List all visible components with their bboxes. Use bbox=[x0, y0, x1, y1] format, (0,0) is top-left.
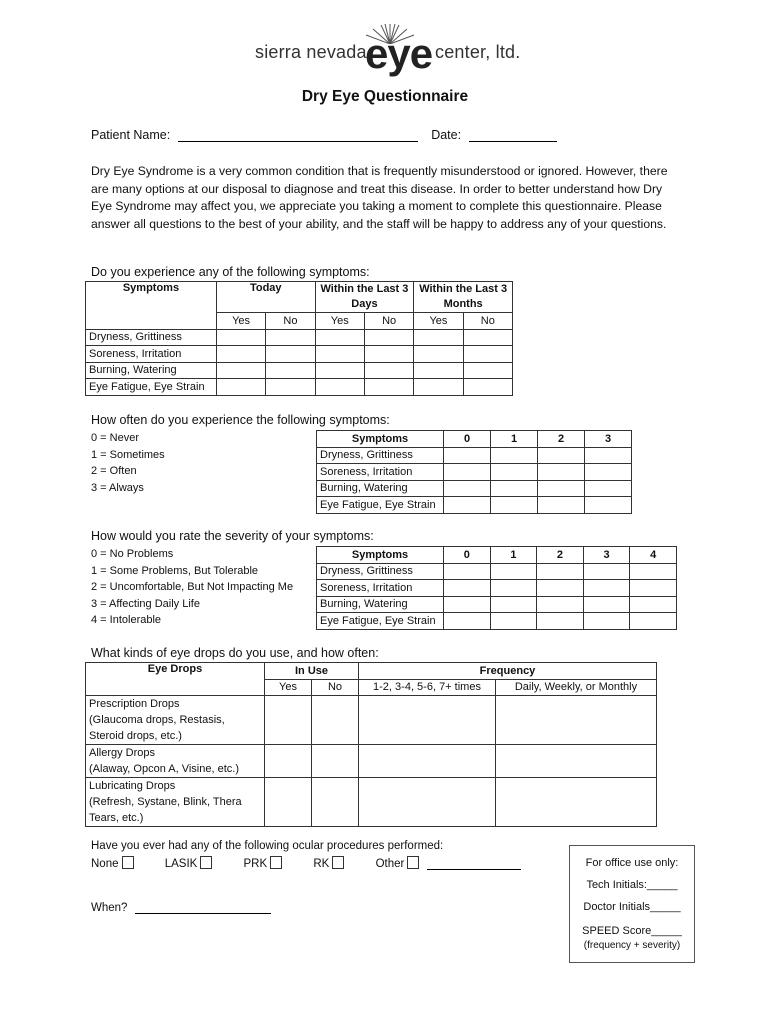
q3-cell[interactable] bbox=[444, 563, 491, 580]
q2-scale-3: 3 bbox=[585, 431, 632, 448]
patient-name-label: Patient Name: bbox=[91, 128, 171, 142]
q4-period: Daily, Weekly, or Monthly bbox=[496, 679, 657, 696]
q2-cell[interactable] bbox=[538, 464, 585, 481]
q4-row bbox=[86, 778, 657, 827]
q2-cell[interactable] bbox=[538, 480, 585, 497]
q1-3days-no: No bbox=[364, 313, 413, 330]
q3-legend-item: 0 = No Problems bbox=[91, 548, 174, 560]
option-prk-label: PRK bbox=[243, 858, 268, 870]
q3-row-label: Dryness, Grittiness bbox=[317, 563, 444, 580]
option-other-label: Other bbox=[375, 858, 405, 870]
q4-row-line: Lubricating Drops bbox=[89, 780, 176, 792]
logo bbox=[255, 30, 525, 80]
page-title: Dry Eye Questionnaire bbox=[301, 88, 469, 105]
q4-row-line: (Refresh, Systane, Blink, Thera bbox=[89, 796, 242, 808]
q3-cell[interactable] bbox=[583, 596, 630, 613]
q4-cell[interactable] bbox=[312, 696, 359, 745]
q2-table bbox=[316, 430, 632, 514]
when-label: When? bbox=[91, 902, 128, 914]
q2-row-label: Dryness, Grittiness bbox=[317, 447, 444, 464]
q2-header-symptoms: Symptoms bbox=[317, 431, 444, 448]
tech-initials: Tech Initials:_____ bbox=[586, 879, 678, 891]
q2-scale-2: 2 bbox=[538, 431, 585, 448]
q3-prompt: How would you rate the severity of your symptoms: bbox=[91, 529, 374, 543]
q1-today-yes: Yes bbox=[216, 313, 265, 330]
q3-cell[interactable] bbox=[630, 580, 677, 597]
q3-cell[interactable] bbox=[537, 596, 584, 613]
q1-cell[interactable] bbox=[463, 329, 512, 346]
q2-legend bbox=[91, 430, 165, 496]
option-rk-label: RK bbox=[313, 858, 330, 870]
q4-header-drops: Eye Drops bbox=[86, 663, 265, 696]
q1-row-label: Dryness, Grittiness bbox=[86, 329, 217, 346]
q1-cell[interactable] bbox=[266, 362, 315, 379]
q2-cell[interactable] bbox=[585, 447, 632, 464]
q2-legend-item: 3 = Always bbox=[91, 481, 144, 494]
q3-cell[interactable] bbox=[490, 613, 537, 630]
q4-cell[interactable] bbox=[265, 696, 312, 745]
q3-cell[interactable] bbox=[537, 563, 584, 580]
q4-cell[interactable] bbox=[265, 745, 312, 778]
q2-cell[interactable] bbox=[538, 447, 585, 464]
q2-scale-1: 1 bbox=[491, 431, 538, 448]
q2-cell[interactable] bbox=[491, 480, 538, 497]
q4-row-line: Allergy Drops bbox=[89, 747, 156, 759]
q4-row-line: (Glaucoma drops, Restasis, bbox=[89, 714, 225, 726]
q1-cell[interactable] bbox=[463, 346, 512, 363]
q3-scale-3: 3 bbox=[583, 547, 630, 564]
q1-cell[interactable] bbox=[414, 346, 463, 363]
q2-row bbox=[317, 447, 632, 464]
logo-right-text: center, ltd. bbox=[435, 42, 521, 62]
q2-cell[interactable] bbox=[585, 480, 632, 497]
q1-row bbox=[86, 329, 513, 346]
q2-row bbox=[317, 497, 632, 514]
q2-prompt: How often do you experience the following symptoms: bbox=[91, 413, 390, 427]
option-rk-checkbox[interactable] bbox=[332, 856, 344, 869]
q3-legend-item: 3 = Affecting Daily Life bbox=[91, 597, 200, 610]
q3-cell[interactable] bbox=[583, 580, 630, 597]
q4-no: No bbox=[312, 679, 359, 696]
q3-cell[interactable] bbox=[444, 596, 491, 613]
option-lasik-checkbox[interactable] bbox=[200, 856, 212, 869]
q1-cell[interactable] bbox=[364, 346, 413, 363]
q5-prompt: Have you ever had any of the following ocular procedures performed: bbox=[91, 840, 444, 852]
q1-cell[interactable] bbox=[266, 379, 315, 396]
q2-row bbox=[317, 464, 632, 481]
q3-cell[interactable] bbox=[583, 563, 630, 580]
q2-cell[interactable] bbox=[585, 464, 632, 481]
when-row bbox=[91, 901, 271, 914]
q2-cell[interactable] bbox=[491, 447, 538, 464]
speed-note: (frequency + severity) bbox=[583, 940, 681, 951]
q4-cell[interactable] bbox=[496, 745, 657, 778]
office-use-box bbox=[569, 845, 695, 963]
q4-table bbox=[85, 662, 657, 827]
q2-cell[interactable] bbox=[538, 497, 585, 514]
q3-row bbox=[317, 580, 677, 597]
q3-cell[interactable] bbox=[630, 613, 677, 630]
q4-row-line: Steroid drops, etc.) bbox=[89, 730, 182, 742]
q4-row bbox=[86, 696, 657, 745]
q4-row-line: Tears, etc.) bbox=[89, 812, 144, 824]
option-none-checkbox[interactable] bbox=[122, 856, 134, 869]
q1-row bbox=[86, 346, 513, 363]
q3-legend bbox=[91, 546, 293, 629]
q4-cell[interactable] bbox=[312, 778, 359, 827]
q4-row bbox=[86, 745, 657, 778]
office-title: For office use only: bbox=[585, 857, 679, 869]
q3-row-label: Eye Fatigue, Eye Strain bbox=[317, 613, 444, 630]
q4-row-line: Prescription Drops bbox=[89, 698, 180, 710]
q1-cell[interactable] bbox=[315, 379, 364, 396]
q4-header-inuse: In Use bbox=[265, 663, 359, 680]
q3-cell[interactable] bbox=[444, 580, 491, 597]
logo-eye-text: eye bbox=[365, 30, 433, 77]
q1-row bbox=[86, 362, 513, 379]
q4-header-frequency: Frequency bbox=[359, 663, 657, 680]
q1-cell[interactable] bbox=[216, 362, 265, 379]
when-field[interactable] bbox=[135, 901, 271, 914]
option-other-checkbox[interactable] bbox=[407, 856, 419, 869]
q3-row bbox=[317, 596, 677, 613]
q2-row bbox=[317, 480, 632, 497]
q3-legend-item: 4 = Intolerable bbox=[91, 614, 162, 626]
q3-cell[interactable] bbox=[490, 580, 537, 597]
q1-header-3days: Within the Last 3 Days bbox=[315, 282, 414, 313]
q1-3days-yes: Yes bbox=[315, 313, 364, 330]
q2-legend-item: 2 = Often bbox=[91, 465, 137, 477]
q1-cell[interactable] bbox=[216, 329, 265, 346]
q2-legend-item: 1 = Sometimes bbox=[91, 448, 165, 461]
q2-cell[interactable] bbox=[444, 464, 491, 481]
q1-cell[interactable] bbox=[414, 362, 463, 379]
q1-row-label: Soreness, Irritation bbox=[86, 346, 217, 363]
q3-cell[interactable] bbox=[537, 580, 584, 597]
intro-text: Dry Eye Syndrome is a very common condition that is frequently misunderstood or ignored. However, there are many options at our disposal to diagnose and treat this disease. In order to better understand how Dry Eye Syndrome may affect you, we appreciate you taking a moment to complete this questionnaire. Please answer all questions to the best of your ability, and the staff will be happy to address any of your questions. bbox=[91, 164, 668, 231]
option-none-label: None bbox=[91, 858, 119, 870]
q2-legend-item: 0 = Never bbox=[91, 432, 139, 444]
q1-prompt: Do you experience any of the following symptoms: bbox=[91, 265, 370, 279]
q4-row-label bbox=[86, 778, 265, 827]
q3-cell[interactable] bbox=[490, 563, 537, 580]
q2-row-label: Soreness, Irritation bbox=[317, 464, 444, 481]
q4-cell[interactable] bbox=[359, 745, 496, 778]
q2-cell[interactable] bbox=[491, 497, 538, 514]
q4-cell[interactable] bbox=[496, 696, 657, 745]
q1-today-no: No bbox=[266, 313, 315, 330]
q3-row bbox=[317, 613, 677, 630]
q3-legend-item: 1 = Some Problems, But Tolerable bbox=[91, 564, 259, 577]
q3-legend-item: 2 = Uncomfortable, But Not Impacting Me bbox=[91, 581, 294, 593]
option-lasik-label: LASIK bbox=[164, 858, 198, 870]
q1-cell[interactable] bbox=[364, 362, 413, 379]
option-prk-checkbox[interactable] bbox=[270, 856, 282, 869]
q4-prompt: What kinds of eye drops do you use, and how often: bbox=[91, 646, 379, 660]
q1-cell[interactable] bbox=[364, 329, 413, 346]
other-procedure-field[interactable] bbox=[427, 857, 521, 870]
q3-cell[interactable] bbox=[444, 613, 491, 630]
q1-row-label: Eye Fatigue, Eye Strain bbox=[86, 379, 217, 396]
q5-options bbox=[91, 856, 521, 870]
q1-row-label: Burning, Watering bbox=[86, 362, 217, 379]
q1-cell[interactable] bbox=[364, 379, 413, 396]
date-label: Date: bbox=[431, 128, 462, 142]
q4-cell[interactable] bbox=[359, 778, 496, 827]
q3-cell[interactable] bbox=[583, 613, 630, 630]
q3-row bbox=[317, 563, 677, 580]
q1-3months-no: No bbox=[463, 313, 512, 330]
q1-cell[interactable] bbox=[315, 329, 364, 346]
q1-cell[interactable] bbox=[463, 379, 512, 396]
q3-row-label: Soreness, Irritation bbox=[317, 580, 444, 597]
doctor-initials: Doctor Initials_____ bbox=[583, 901, 681, 913]
q1-row bbox=[86, 379, 513, 396]
q4-times: 1-2, 3-4, 5-6, 7+ times bbox=[359, 679, 496, 696]
q3-scale-0: 0 bbox=[444, 547, 491, 564]
q3-cell[interactable] bbox=[630, 596, 677, 613]
q1-cell[interactable] bbox=[315, 362, 364, 379]
q3-table bbox=[316, 546, 677, 630]
q1-header-3months: Within the Last 3 Months bbox=[414, 282, 513, 313]
q4-row-line: (Alaway, Opcon A, Visine, etc.) bbox=[89, 763, 239, 775]
q2-row-label: Eye Fatigue, Eye Strain bbox=[317, 497, 444, 514]
q2-cell[interactable] bbox=[444, 447, 491, 464]
logo-left-text: sierra nevada bbox=[255, 42, 367, 62]
q4-row-label bbox=[86, 696, 265, 745]
q3-cell[interactable] bbox=[630, 563, 677, 580]
q1-cell[interactable] bbox=[266, 329, 315, 346]
q2-scale-0: 0 bbox=[444, 431, 491, 448]
q1-table bbox=[85, 281, 513, 396]
date-field[interactable] bbox=[469, 129, 557, 142]
q3-cell[interactable] bbox=[537, 613, 584, 630]
q1-3months-yes: Yes bbox=[414, 313, 463, 330]
q3-scale-1: 1 bbox=[490, 547, 537, 564]
patient-row bbox=[91, 128, 557, 142]
q3-header-symptoms: Symptoms bbox=[317, 547, 444, 564]
q2-cell[interactable] bbox=[491, 464, 538, 481]
q4-cell[interactable] bbox=[312, 745, 359, 778]
q1-cell[interactable] bbox=[463, 362, 512, 379]
q4-row-label bbox=[86, 745, 265, 778]
q3-scale-2: 2 bbox=[537, 547, 584, 564]
q3-scale-4: 4 bbox=[630, 547, 677, 564]
q2-cell[interactable] bbox=[444, 480, 491, 497]
q2-cell[interactable] bbox=[585, 497, 632, 514]
q1-cell[interactable] bbox=[414, 329, 463, 346]
q2-cell[interactable] bbox=[444, 497, 491, 514]
q4-cell[interactable] bbox=[265, 778, 312, 827]
q1-header-today: Today bbox=[216, 282, 315, 313]
speed-score: SPEED Score_____ bbox=[582, 925, 682, 937]
q4-yes: Yes bbox=[265, 679, 312, 696]
q1-cell[interactable] bbox=[315, 346, 364, 363]
patient-name-field[interactable] bbox=[178, 129, 418, 142]
q2-row-label: Burning, Watering bbox=[317, 480, 444, 497]
q3-cell[interactable] bbox=[490, 596, 537, 613]
q1-header-symptoms: Symptoms bbox=[86, 282, 217, 330]
q1-cell[interactable] bbox=[414, 379, 463, 396]
q1-cell[interactable] bbox=[216, 379, 265, 396]
q1-cell[interactable] bbox=[216, 346, 265, 363]
q4-cell[interactable] bbox=[496, 778, 657, 827]
q1-cell[interactable] bbox=[266, 346, 315, 363]
q3-row-label: Burning, Watering bbox=[317, 596, 444, 613]
q4-cell[interactable] bbox=[359, 696, 496, 745]
